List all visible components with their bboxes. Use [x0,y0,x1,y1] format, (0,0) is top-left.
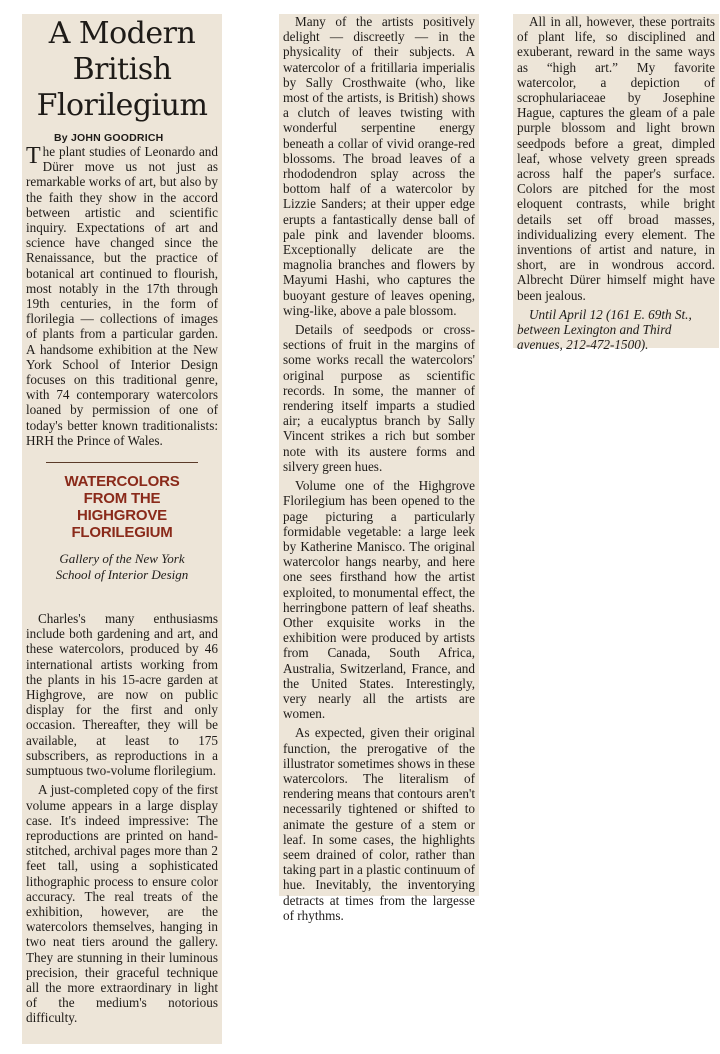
exhibition-info-line: Until April 12 (161 E. 69th St., between Lexington and Third avenues, 212-472-1500). [517,306,692,353]
article-column-2 [279,14,479,923]
exhibition-infobox [46,462,198,583]
article-paragraph: Volume one of the Highgrove Florilegium has been opened to the page picturing a particularly formidable vegetable: a large leek by Katherine Manisco. The original watercolor hangs nearby, and here one sees firsthand how the artist exploited, to monumental effect, the herringbone pattern of leaf sheaths. Other exquisite works in the exhibition were produced by artists from Canada, South Africa, Australia, Switzerland, France, and the United States. Interestingly, very nearly all the artists are women. [283,478,475,722]
infobox-venue: Gallery of the New York School of Interior Design [55,551,189,583]
article-paragraph: Charles's many enthusiasms include both gardening and art, and these watercolors, produced by 46 international artists working from the plants in his 15-acre garden at Highgrove, are now on public display for the first and only occasion. Thereafter, they will be available, at least to 175 subscribers, as reproductions in a sumptuous two-volume florilegium. [26,611,218,779]
spacer [26,583,218,611]
article-paragraph: A just-completed copy of the first volume appears in a large display case. It's indeed impressive: The reproductions are printed on hand-stitched, archival pages more than 2 feet tall, using a sophisticated lithographic process to ensure color accuracy. The real treats of the exhibition, however, are the watercolors themselves, hanging in two neat tiers around the gallery. They are stunning in their luminous precision, their graceful technique all the more extraordinary in light of the medium's notorious difficulty. [26,782,218,1026]
byline: By JOHN GOODRICH [54,132,164,144]
drop-cap: T [26,143,41,169]
lead-paragraph-text: he plant studies of Leonardo and Dürer move us not just as remarkable works of art, but also by the faith they show in the accord between artistic and scientific inquiry. Expectations of art and science have changed since the Renaissance, but the practice of botanical art continued to flourish, most notably in the 17th through 19th centuries, in the form of florilegia — collections of images of plants from a particular garden. A handsome exhibition at the New York School of Interior Design focuses on this traditional genre, with 74 contemporary watercolors loaned by permission of one of today's better known traditionalists: HRH the Prince of Wales. [26,144,218,448]
article-paragraph: Many of the artists positively delight — discreetly — in the physicality of their subjects. A watercolor of a fritillaria imperialis by Sally Crosthwaite (who, like most of the artists, is British) shows a clutch of leaves twisting with wonderful serpentine energy beneath a collar of vivid orange-red blossoms. The broad leaves of a rhododendron splay across the bottom half of a watercolor by Lizzie Sanders; at their upper edge erupts a fantastically dense ball of pale pink and lavender blooms. Exceptionally delicate are the magnolia branches and flowers by Mayumi Hashi, who captures the buoyant gesture of leaves opening, wing-like, above a pale blossom. [283,14,475,318]
lead-paragraph [26,144,218,448]
infobox-title: WATERCOLORS FROM THE HIGHGROVE FLORILEGIUM [64,473,180,542]
article-paragraph: As expected, given their original function, the prerogative of the illustrator sometimes shows in these watercolors. The literalism of rendering means that contours aren't necessarily tightened or shifted to animate the gesture of a stem or leaf. In some cases, the highlights seem drained of color, rather than taking part in a plastic continuum of hue. Inevitably, the inventorying detracts at times from the largesse of rhythms. [283,725,475,923]
headline: A Modern British Florilegium [36,16,208,123]
article-column-3 [513,14,719,353]
article-paragraph: Details of seedpods or cross-sections of fruit in the margins of some works recall the watercolors' original purpose as scientific records. In some, the manner of rendering itself imparts a studied air; a eucalyptus branch by Sally Vincent strikes a rich but somber note with its austere forms and silvery green hues. [283,322,475,474]
article-column-1 [22,14,222,1044]
article-paragraph: All in all, however, these portraits of plant life, so disciplined and exuberant, reward in the same ways as “high art.” My favorite watercolor, a depiction of scrophulariaceae by Josephine Hague, captures the gleam of a pale purple blossom and light brown seedpods before a great, dimpled leaf, whose velvety green spreads across half the paper's surface. Colors are pitched for the most eloquent contrasts, while bright details set off broad masses, individualizing every element. The inventions of artist and nature, in short, are in wondrous accord. Albrecht Dürer himself might have been jealous. [517,14,715,303]
